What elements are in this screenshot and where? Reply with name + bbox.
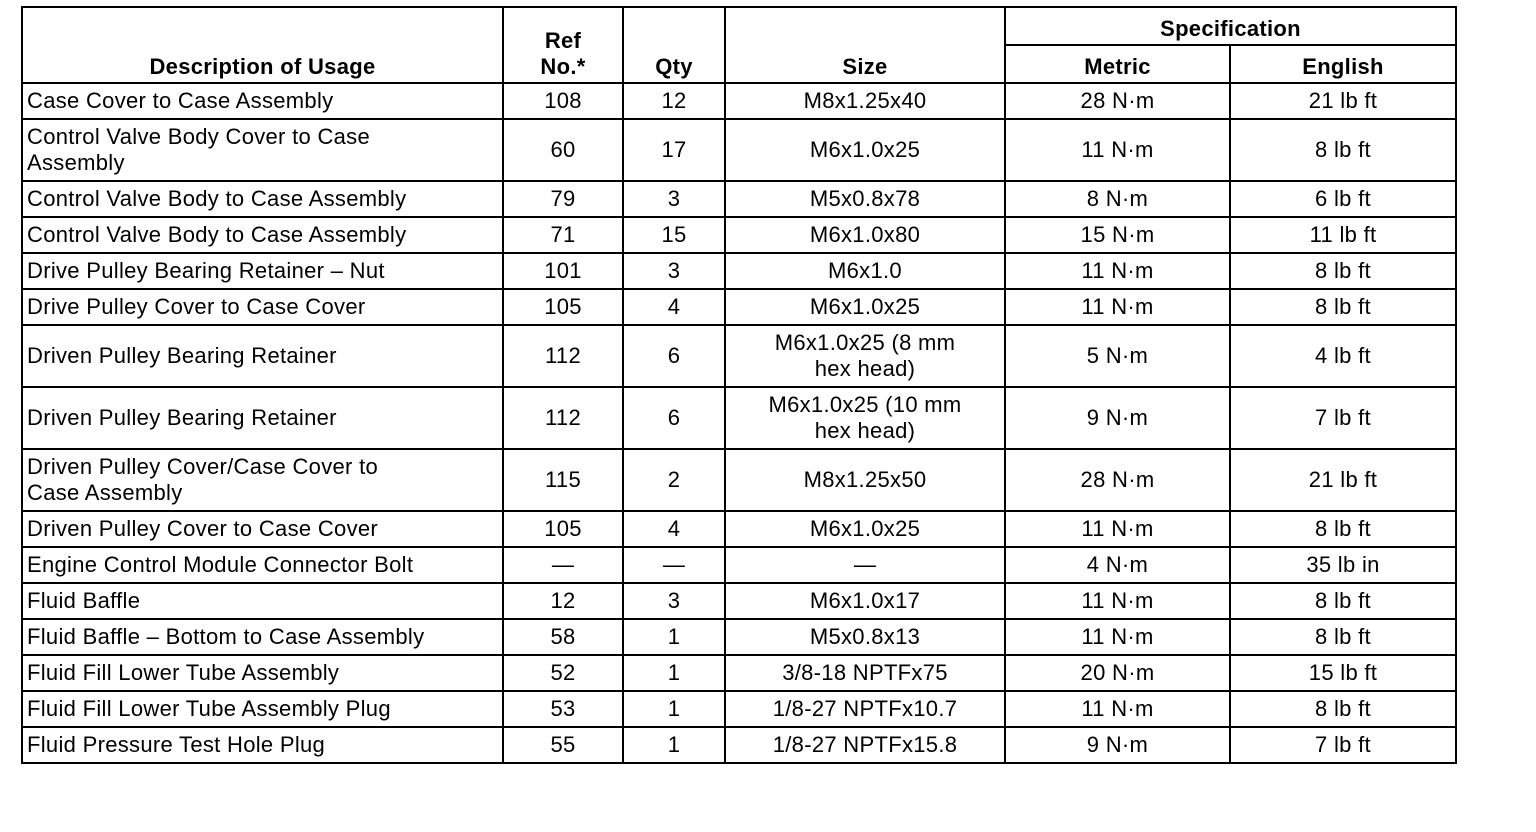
cell-english: 11 lb ft	[1230, 217, 1456, 253]
table-row	[22, 119, 1456, 181]
table-body	[22, 83, 1456, 763]
cell-description: Fluid Baffle – Bottom to Case Assembly	[22, 619, 503, 655]
table-row	[22, 217, 1456, 253]
table-row	[22, 583, 1456, 619]
cell-english: 8 lb ft	[1230, 253, 1456, 289]
cell-ref: 112	[503, 387, 623, 449]
cell-metric: 11 N·m	[1005, 511, 1230, 547]
table-row	[22, 387, 1456, 449]
cell-qty: 1	[623, 691, 725, 727]
cell-ref: —	[503, 547, 623, 583]
cell-size: M6x1.0x25	[725, 119, 1005, 181]
cell-qty: 2	[623, 449, 725, 511]
header-qty: Qty	[623, 7, 725, 83]
cell-size: M5x0.8x13	[725, 619, 1005, 655]
cell-qty: 12	[623, 83, 725, 119]
header-metric: Metric	[1005, 45, 1230, 83]
spec-table-container	[21, 6, 1455, 764]
cell-description: Control Valve Body to Case Assembly	[22, 181, 503, 217]
cell-size: M6x1.0	[725, 253, 1005, 289]
cell-metric: 20 N·m	[1005, 655, 1230, 691]
cell-metric: 28 N·m	[1005, 83, 1230, 119]
cell-metric: 8 N·m	[1005, 181, 1230, 217]
cell-description: Fluid Baffle	[22, 583, 503, 619]
cell-qty: 4	[623, 289, 725, 325]
cell-qty: —	[623, 547, 725, 583]
cell-description: Fluid Fill Lower Tube Assembly Plug	[22, 691, 503, 727]
cell-ref: 55	[503, 727, 623, 763]
cell-description: Case Cover to Case Assembly	[22, 83, 503, 119]
cell-metric: 9 N·m	[1005, 387, 1230, 449]
cell-description: Driven Pulley Bearing Retainer	[22, 387, 503, 449]
cell-size: M6x1.0x25 (8 mm hex head)	[725, 325, 1005, 387]
cell-ref: 60	[503, 119, 623, 181]
cell-ref: 53	[503, 691, 623, 727]
table-row	[22, 289, 1456, 325]
cell-metric: 11 N·m	[1005, 253, 1230, 289]
cell-ref: 79	[503, 181, 623, 217]
cell-size: M5x0.8x78	[725, 181, 1005, 217]
cell-english: 21 lb ft	[1230, 449, 1456, 511]
cell-english: 35 lb in	[1230, 547, 1456, 583]
table-row	[22, 619, 1456, 655]
cell-english: 15 lb ft	[1230, 655, 1456, 691]
cell-size: 3/8-18 NPTFx75	[725, 655, 1005, 691]
cell-ref: 12	[503, 583, 623, 619]
cell-size: —	[725, 547, 1005, 583]
cell-qty: 15	[623, 217, 725, 253]
cell-metric: 4 N·m	[1005, 547, 1230, 583]
cell-qty: 17	[623, 119, 725, 181]
cell-description: Drive Pulley Cover to Case Cover	[22, 289, 503, 325]
cell-qty: 4	[623, 511, 725, 547]
cell-qty: 1	[623, 655, 725, 691]
cell-english: 21 lb ft	[1230, 83, 1456, 119]
cell-ref: 71	[503, 217, 623, 253]
cell-description: Driven Pulley Bearing Retainer	[22, 325, 503, 387]
cell-english: 8 lb ft	[1230, 583, 1456, 619]
table-row	[22, 83, 1456, 119]
cell-english: 8 lb ft	[1230, 289, 1456, 325]
cell-size: 1/8-27 NPTFx15.8	[725, 727, 1005, 763]
cell-size: M6x1.0x25	[725, 289, 1005, 325]
cell-size: M6x1.0x25	[725, 511, 1005, 547]
cell-english: 7 lb ft	[1230, 387, 1456, 449]
table-row	[22, 325, 1456, 387]
cell-metric: 11 N·m	[1005, 119, 1230, 181]
table-row	[22, 511, 1456, 547]
cell-metric: 11 N·m	[1005, 583, 1230, 619]
cell-qty: 3	[623, 583, 725, 619]
header-ref-no	[503, 7, 623, 83]
cell-english: 8 lb ft	[1230, 119, 1456, 181]
table-row	[22, 253, 1456, 289]
table-row	[22, 547, 1456, 583]
cell-qty: 3	[623, 181, 725, 217]
header-specification: Specification	[1005, 7, 1456, 45]
header-ref-line1: Ref	[544, 28, 582, 53]
cell-ref: 105	[503, 511, 623, 547]
cell-size: M8x1.25x50	[725, 449, 1005, 511]
cell-qty: 6	[623, 387, 725, 449]
cell-ref: 112	[503, 325, 623, 387]
cell-size: M6x1.0x80	[725, 217, 1005, 253]
table-row	[22, 655, 1456, 691]
cell-description: Driven Pulley Cover/Case Cover to Case Assembly	[22, 449, 503, 511]
table-row	[22, 691, 1456, 727]
cell-english: 8 lb ft	[1230, 691, 1456, 727]
cell-english: 8 lb ft	[1230, 511, 1456, 547]
cell-description: Fluid Pressure Test Hole Plug	[22, 727, 503, 763]
header-description: Description of Usage	[22, 7, 503, 83]
cell-description: Driven Pulley Cover to Case Cover	[22, 511, 503, 547]
cell-description: Control Valve Body to Case Assembly	[22, 217, 503, 253]
header-size: Size	[725, 7, 1005, 83]
cell-ref: 101	[503, 253, 623, 289]
cell-metric: 11 N·m	[1005, 289, 1230, 325]
cell-size: 1/8-27 NPTFx10.7	[725, 691, 1005, 727]
header-english: English	[1230, 45, 1456, 83]
cell-description: Engine Control Module Connector Bolt	[22, 547, 503, 583]
cell-qty: 6	[623, 325, 725, 387]
header-ref-line2: No.*	[540, 54, 586, 79]
cell-english: 7 lb ft	[1230, 727, 1456, 763]
cell-ref: 105	[503, 289, 623, 325]
cell-metric: 11 N·m	[1005, 619, 1230, 655]
cell-english: 4 lb ft	[1230, 325, 1456, 387]
cell-metric: 9 N·m	[1005, 727, 1230, 763]
cell-ref: 52	[503, 655, 623, 691]
cell-qty: 1	[623, 727, 725, 763]
fastener-torque-table	[21, 6, 1457, 764]
cell-ref: 58	[503, 619, 623, 655]
cell-english: 6 lb ft	[1230, 181, 1456, 217]
cell-english: 8 lb ft	[1230, 619, 1456, 655]
cell-description: Control Valve Body Cover to Case Assembly	[22, 119, 503, 181]
cell-size: M8x1.25x40	[725, 83, 1005, 119]
cell-qty: 3	[623, 253, 725, 289]
cell-size: M6x1.0x25 (10 mm hex head)	[725, 387, 1005, 449]
cell-metric: 28 N·m	[1005, 449, 1230, 511]
cell-metric: 5 N·m	[1005, 325, 1230, 387]
cell-ref: 108	[503, 83, 623, 119]
table-row	[22, 449, 1456, 511]
cell-description: Fluid Fill Lower Tube Assembly	[22, 655, 503, 691]
cell-ref: 115	[503, 449, 623, 511]
cell-qty: 1	[623, 619, 725, 655]
cell-metric: 15 N·m	[1005, 217, 1230, 253]
table-row	[22, 727, 1456, 763]
cell-description: Drive Pulley Bearing Retainer – Nut	[22, 253, 503, 289]
cell-metric: 11 N·m	[1005, 691, 1230, 727]
cell-size: M6x1.0x17	[725, 583, 1005, 619]
table-row	[22, 181, 1456, 217]
